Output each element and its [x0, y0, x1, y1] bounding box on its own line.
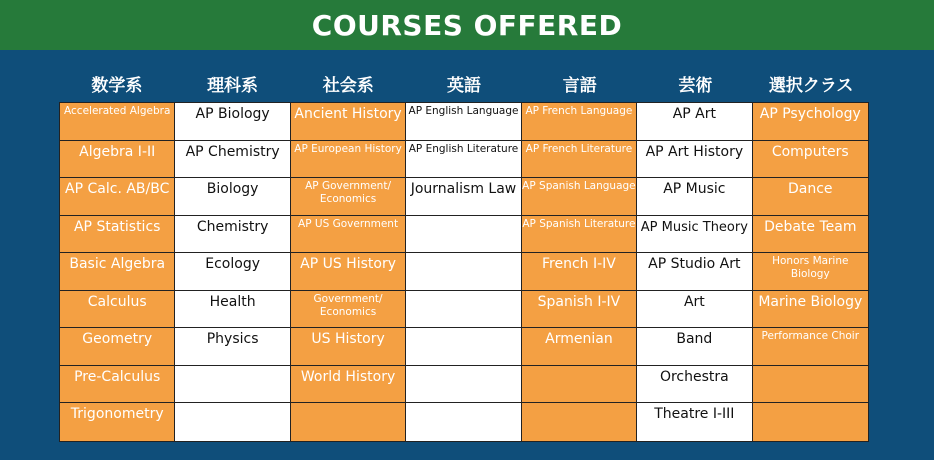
table-cell — [291, 253, 406, 291]
course-name: AP Statistics — [73, 218, 161, 235]
page-title: COURSES OFFERED — [311, 8, 623, 42]
header-social-studies: 社会系 — [322, 76, 374, 96]
table-cell — [175, 366, 290, 404]
course-name: French I-IV — [541, 256, 616, 273]
table-cell — [406, 403, 521, 441]
table-cell — [753, 253, 868, 291]
table-cell — [753, 216, 868, 254]
table-cell — [175, 178, 290, 216]
course-name: AP US Government — [298, 217, 399, 230]
table-cell — [291, 328, 406, 366]
table-cell — [406, 328, 521, 366]
course-name: Honors Marine Biology — [772, 255, 849, 281]
course-name: Marine Biology — [758, 293, 863, 310]
course-name: Biology — [206, 181, 259, 198]
table-cell — [291, 178, 406, 216]
course-name: Performance Choir — [761, 330, 860, 343]
course-name: Spanish I-IV — [537, 293, 621, 310]
course-name: Computers — [771, 143, 849, 160]
course-name: Journalism Law — [410, 181, 517, 198]
course-name: AP Government/ Economics — [305, 180, 391, 206]
header-arts: 芸術 — [678, 76, 713, 96]
course-name: AP Art — [672, 106, 716, 122]
table-cell — [291, 403, 406, 441]
course-name: Algebra I-II — [79, 143, 156, 160]
table-cell — [522, 141, 637, 179]
table-cell — [60, 141, 175, 179]
course-name: Band — [676, 331, 713, 348]
table-cell — [60, 366, 175, 404]
table-cell — [522, 103, 637, 141]
course-name: AP Chemistry — [185, 143, 280, 160]
table-cell — [406, 141, 521, 179]
course-name: Ancient History — [294, 106, 402, 122]
course-name: Orchestra — [659, 368, 729, 385]
table-cell — [753, 328, 868, 366]
table-cell — [753, 291, 868, 329]
table-cell — [522, 328, 637, 366]
table-cell — [637, 178, 752, 216]
table-cell — [175, 403, 290, 441]
course-name: Ecology — [205, 256, 260, 273]
course-name: AP Spanish Literature — [522, 217, 636, 230]
table-cell — [60, 178, 175, 216]
course-name: Debate Team — [764, 218, 857, 235]
table-cell — [753, 141, 868, 179]
table-cell — [60, 253, 175, 291]
table-cell — [60, 328, 175, 366]
course-name: Theatre I-III — [654, 406, 735, 423]
table-cell — [406, 291, 521, 329]
table-cell — [175, 103, 290, 141]
table-cell — [637, 141, 752, 179]
course-name: AP US History — [300, 256, 396, 273]
course-name: Geometry — [82, 331, 153, 348]
table-cell — [637, 403, 752, 441]
course-name: AP English Literature — [408, 142, 519, 155]
course-name: AP Music Theory — [640, 219, 748, 235]
column-headers — [59, 72, 869, 100]
course-name: Calculus — [87, 293, 147, 310]
course-table — [59, 102, 869, 442]
course-name: AP Music — [663, 181, 726, 198]
table-cell — [175, 216, 290, 254]
table-cell — [291, 141, 406, 179]
table-cell — [291, 291, 406, 329]
header-banner — [0, 0, 934, 50]
course-name: Government/ Economics — [313, 292, 383, 318]
header-languages: 言語 — [562, 76, 597, 96]
course-name: AP Studio Art — [648, 256, 741, 273]
course-name: Chemistry — [196, 218, 269, 235]
table-cell — [753, 178, 868, 216]
table-cell — [522, 216, 637, 254]
table-cell — [406, 253, 521, 291]
table-cell — [291, 366, 406, 404]
table-cell — [406, 178, 521, 216]
table-cell — [637, 366, 752, 404]
course-name: AP English Language — [408, 105, 519, 117]
table-cell — [175, 253, 290, 291]
table-cell — [522, 366, 637, 404]
course-name: Art — [683, 293, 705, 310]
table-cell — [753, 103, 868, 141]
table-cell — [637, 291, 752, 329]
table-cell — [175, 141, 290, 179]
header-english: 英語 — [446, 76, 481, 96]
table-cell — [637, 328, 752, 366]
course-name: AP French Literature — [525, 142, 633, 155]
table-cell — [753, 366, 868, 404]
table-cell — [753, 403, 868, 441]
table-cell — [522, 403, 637, 441]
course-name: Trigonometry — [70, 406, 164, 423]
table-cell — [60, 216, 175, 254]
course-name: Basic Algebra — [69, 256, 166, 273]
course-name: AP French Language — [525, 105, 633, 117]
header-electives: 選択クラス — [768, 76, 854, 96]
table-cell — [60, 291, 175, 329]
course-name: AP Psychology — [759, 106, 861, 122]
table-cell — [406, 103, 521, 141]
header-science: 理科系 — [207, 76, 259, 96]
table-cell — [406, 366, 521, 404]
table-cell — [637, 103, 752, 141]
table-cell — [522, 178, 637, 216]
course-name: US History — [311, 331, 385, 348]
table-cell — [406, 216, 521, 254]
table-cell — [60, 403, 175, 441]
table-cell — [637, 216, 752, 254]
table-cell — [291, 103, 406, 141]
course-name: Health — [209, 293, 256, 310]
table-cell — [637, 253, 752, 291]
course-name: AP Biology — [195, 106, 270, 122]
course-name: Dance — [788, 181, 833, 198]
course-name: Accelerated Algebra — [64, 105, 171, 117]
table-cell — [175, 291, 290, 329]
course-name: World History — [300, 368, 396, 385]
table-cell — [60, 103, 175, 141]
table-cell — [522, 253, 637, 291]
table-cell — [291, 216, 406, 254]
course-name: AP Calc. AB/BC — [65, 181, 170, 198]
table-cell — [522, 291, 637, 329]
course-name: Pre-Calculus — [74, 368, 161, 385]
header-math: 数学系 — [91, 76, 143, 96]
course-name: AP Spanish Language — [522, 180, 636, 193]
course-name: Armenian — [545, 331, 613, 348]
course-name: AP Art History — [645, 143, 744, 160]
course-name: AP European History — [294, 142, 402, 155]
table-cell — [175, 328, 290, 366]
course-name: Physics — [206, 331, 259, 348]
